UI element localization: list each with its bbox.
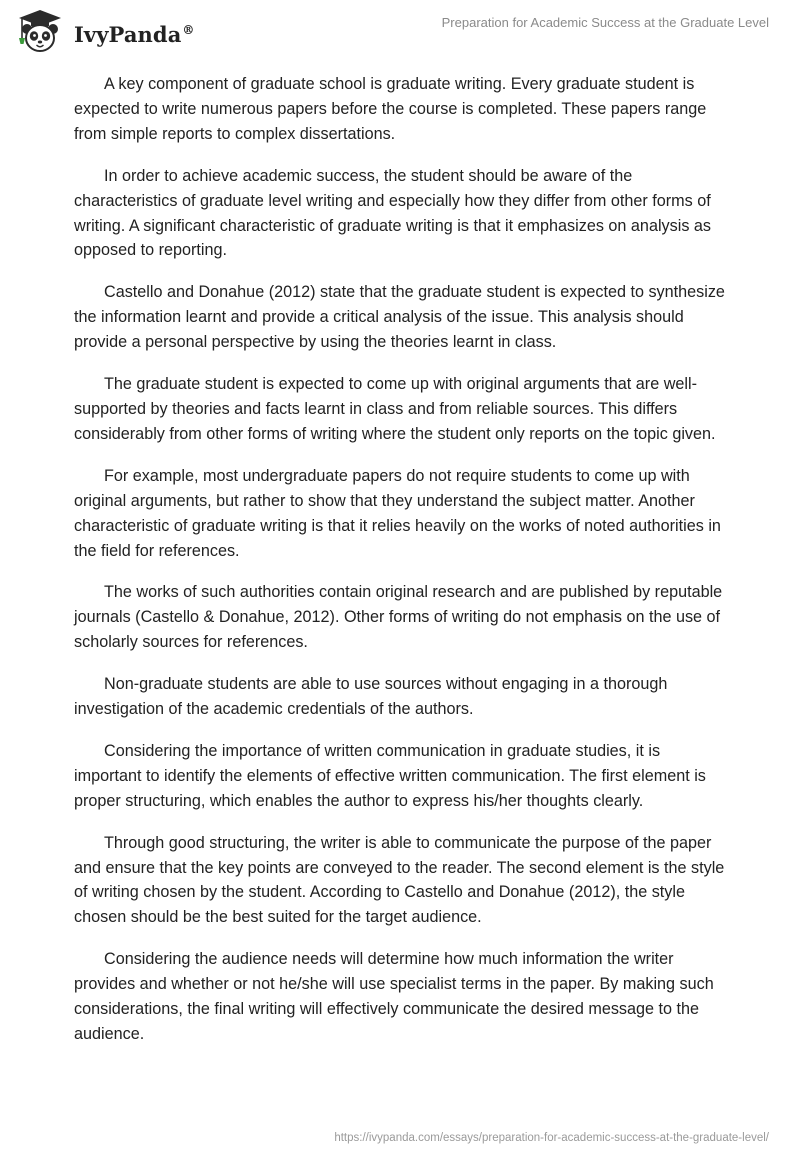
paragraph: Non-graduate students are able to use sources without engaging in a thorough investigation of the academic credentials of the authors. [74,675,668,719]
paragraph: The graduate student is expected to come up with original arguments that are well-supported by theories and facts learnt in class and from reliable sources. This differs considerably from other forms of writing where the student only reports on the topic given. [74,375,716,443]
ivypanda-logo[interactable] [14,8,195,54]
paragraph: A key component of graduate school is graduate writing. Every graduate student is expected to write numerous papers before the course is completed. These papers range from simple reports to complex dissertations. [74,75,707,143]
registered-mark: ® [182,22,195,37]
paragraph: In order to achieve academic success, the student should be aware of the characteristics of graduate level writing and especially how they differ from other forms of writing. A significant characteristic of graduate writing is that it emphasizes on analysis as opposed to reporting. [74,166,712,260]
page-header [0,0,800,66]
panda-graduation-cap-icon [14,8,66,54]
essay-body [74,72,726,1064]
running-title: Preparation for Academic Success at the Graduate Level [441,15,769,30]
paragraph: Considering the importance of written communication in graduate studies, it is important to identify the elements of effective written communication. The first element is proper structuring, which enables the author to express his/her thoughts clearly. [74,741,706,810]
logo-wordmark [74,21,195,47]
paragraph: Through good structuring, the writer is able to communicate the purpose of the paper and ensure that the key points are conveyed to the reader. The second element is the style of writing chosen by the student. According to Castello and Donahue (2012), the style chosen should be the best suited for the target audience. [74,833,725,927]
paragraph: For example, most undergraduate papers do not require students to come up with original arguments, but rather to show that they understand the subject matter. Another characteristic of graduate writing is that it relies heavily on the works of noted authorities in the field for references. [74,466,721,560]
logo-name: IvyPanda [74,21,182,47]
source-url[interactable]: https://ivypanda.com/essays/preparation-for-academic-success-at-the-graduate-level/ [334,1132,769,1144]
paragraph: The works of such authorities contain original research and are published by reputable journals (Castello & Donahue, 2012). Other forms of writing do not emphasis on the use of scholarly sources for references. [74,583,723,652]
paragraph: Castello and Donahue (2012) state that the graduate student is expected to synthesize the information learnt and provide a critical analysis of the issue. This analysis should provide a personal perspective by using the theories learnt in class. [74,283,725,352]
paragraph: Considering the audience needs will determine how much information the writer provides and whether or not he/she will use specialist terms in the paper. By making such considerations, the final writing will effectively communicate the desired message to the audience. [74,950,714,1043]
